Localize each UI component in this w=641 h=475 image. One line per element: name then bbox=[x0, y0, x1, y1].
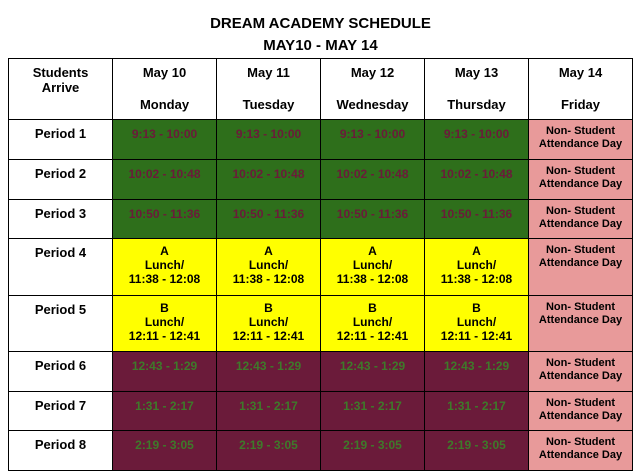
friday-cell bbox=[529, 296, 633, 352]
friday-note: Non- Student Attendance Day bbox=[538, 397, 623, 422]
time-label: 9:13 - 10:00 bbox=[235, 127, 302, 141]
time-label: B Lunch/ 12:11 - 12:41 bbox=[440, 301, 513, 343]
friday-note: Non- Student Attendance Day bbox=[538, 165, 623, 190]
time-cell bbox=[113, 392, 217, 431]
time-cell bbox=[321, 431, 425, 471]
time-label: 10:50 - 11:36 bbox=[232, 207, 305, 221]
time-cell bbox=[217, 352, 321, 392]
period-label: Period 7 bbox=[34, 398, 87, 413]
time-label: A Lunch/ 11:38 - 12:08 bbox=[232, 244, 305, 286]
period-cell bbox=[9, 296, 113, 352]
time-cell bbox=[113, 352, 217, 392]
time-label: 1:31 - 2:17 bbox=[135, 399, 194, 413]
period-cell bbox=[9, 392, 113, 431]
period-label: Period 6 bbox=[34, 358, 87, 373]
table-row bbox=[9, 200, 633, 239]
time-label: B Lunch/ 12:11 - 12:41 bbox=[232, 301, 305, 343]
friday-cell bbox=[529, 120, 633, 160]
header-students-arrive bbox=[9, 59, 113, 120]
time-label: A Lunch/ 11:38 - 12:08 bbox=[128, 244, 201, 286]
header-row bbox=[9, 59, 633, 120]
day-date: May 11 bbox=[247, 65, 290, 80]
time-cell bbox=[425, 239, 529, 296]
period-label: Period 3 bbox=[34, 206, 87, 221]
day-date: May 12 bbox=[350, 65, 395, 80]
day-name: Thursday bbox=[447, 97, 506, 112]
time-cell bbox=[321, 239, 425, 296]
time-cell bbox=[217, 239, 321, 296]
header-day-1 bbox=[113, 59, 217, 120]
period-cell bbox=[9, 120, 113, 160]
time-label: 10:02 - 10:48 bbox=[128, 167, 201, 181]
time-cell bbox=[321, 296, 425, 352]
time-cell bbox=[217, 296, 321, 352]
time-cell bbox=[425, 160, 529, 200]
time-label: 10:02 - 10:48 bbox=[440, 167, 513, 181]
time-cell bbox=[321, 352, 425, 392]
time-cell bbox=[217, 160, 321, 200]
time-label: B Lunch/ 12:11 - 12:41 bbox=[336, 301, 409, 343]
schedule-title: DREAM ACADEMY SCHEDULE bbox=[210, 15, 431, 32]
time-label: 2:19 - 3:05 bbox=[447, 438, 506, 452]
time-cell bbox=[217, 431, 321, 471]
time-label: 12:43 - 1:29 bbox=[339, 359, 406, 373]
table-row bbox=[9, 296, 633, 352]
time-label: 12:43 - 1:29 bbox=[443, 359, 510, 373]
period-label: Period 4 bbox=[34, 245, 87, 260]
time-cell bbox=[425, 296, 529, 352]
friday-note: Non- Student Attendance Day bbox=[538, 436, 623, 461]
day-name: Monday bbox=[139, 97, 190, 112]
time-cell bbox=[321, 120, 425, 160]
time-cell bbox=[113, 296, 217, 352]
friday-cell bbox=[529, 200, 633, 239]
friday-note: Non- Student Attendance Day bbox=[538, 357, 623, 382]
table-row bbox=[9, 120, 633, 160]
time-label: 10:50 - 11:36 bbox=[336, 207, 409, 221]
schedule-table bbox=[8, 58, 633, 471]
time-label: 10:02 - 10:48 bbox=[232, 167, 305, 181]
time-cell bbox=[425, 200, 529, 239]
time-label: 1:31 - 2:17 bbox=[239, 399, 298, 413]
friday-cell bbox=[529, 352, 633, 392]
time-label: 10:50 - 11:36 bbox=[440, 207, 513, 221]
day-date: May 14 bbox=[558, 65, 603, 80]
time-cell bbox=[321, 392, 425, 431]
time-cell bbox=[425, 431, 529, 471]
period-label: Period 8 bbox=[34, 437, 87, 452]
friday-note: Non- Student Attendance Day bbox=[538, 205, 623, 230]
schedule-body bbox=[9, 120, 633, 471]
time-cell bbox=[113, 120, 217, 160]
time-label: 1:31 - 2:17 bbox=[343, 399, 402, 413]
friday-cell bbox=[529, 392, 633, 431]
header-day-5 bbox=[529, 59, 633, 120]
period-label: Period 5 bbox=[34, 302, 87, 317]
time-label: 9:13 - 10:00 bbox=[443, 127, 510, 141]
time-cell bbox=[321, 200, 425, 239]
friday-cell bbox=[529, 160, 633, 200]
time-label: B Lunch/ 12:11 - 12:41 bbox=[128, 301, 201, 343]
time-cell bbox=[217, 120, 321, 160]
time-label: 9:13 - 10:00 bbox=[339, 127, 406, 141]
students-arrive-label: Students Arrive bbox=[32, 65, 89, 95]
period-label: Period 1 bbox=[34, 126, 87, 141]
table-row bbox=[9, 352, 633, 392]
friday-note: Non- Student Attendance Day bbox=[538, 301, 623, 326]
header-day-4 bbox=[425, 59, 529, 120]
time-cell bbox=[217, 200, 321, 239]
friday-cell bbox=[529, 239, 633, 296]
time-cell bbox=[113, 239, 217, 296]
schedule-date-range: MAY10 - MAY 14 bbox=[263, 37, 378, 54]
friday-cell bbox=[529, 431, 633, 471]
period-label: Period 2 bbox=[34, 166, 87, 181]
time-cell bbox=[217, 392, 321, 431]
time-label: A Lunch/ 11:38 - 12:08 bbox=[336, 244, 409, 286]
time-label: 10:50 - 11:36 bbox=[128, 207, 201, 221]
day-date: May 13 bbox=[454, 65, 499, 80]
time-label: 2:19 - 3:05 bbox=[343, 438, 402, 452]
period-cell bbox=[9, 431, 113, 471]
header-day-3 bbox=[321, 59, 425, 120]
day-name: Friday bbox=[560, 97, 600, 112]
time-cell bbox=[113, 431, 217, 471]
header-day-2 bbox=[217, 59, 321, 120]
time-label: 9:13 - 10:00 bbox=[131, 127, 198, 141]
table-row bbox=[9, 160, 633, 200]
time-cell bbox=[321, 160, 425, 200]
time-label: 1:31 - 2:17 bbox=[447, 399, 506, 413]
time-cell bbox=[113, 200, 217, 239]
time-cell bbox=[425, 120, 529, 160]
time-label: 2:19 - 3:05 bbox=[239, 438, 298, 452]
time-label: 10:02 - 10:48 bbox=[336, 167, 409, 181]
period-cell bbox=[9, 200, 113, 239]
time-label: A Lunch/ 11:38 - 12:08 bbox=[440, 244, 513, 286]
time-label: 12:43 - 1:29 bbox=[131, 359, 198, 373]
table-row bbox=[9, 431, 633, 471]
time-cell bbox=[425, 392, 529, 431]
friday-note: Non- Student Attendance Day bbox=[538, 244, 623, 269]
period-cell bbox=[9, 352, 113, 392]
day-name: Wednesday bbox=[336, 97, 409, 112]
time-label: 12:43 - 1:29 bbox=[235, 359, 302, 373]
period-cell bbox=[9, 239, 113, 296]
time-label: 2:19 - 3:05 bbox=[135, 438, 194, 452]
time-cell bbox=[425, 352, 529, 392]
period-cell bbox=[9, 160, 113, 200]
table-row bbox=[9, 392, 633, 431]
day-name: Tuesday bbox=[242, 97, 295, 112]
table-row bbox=[9, 239, 633, 296]
day-date: May 10 bbox=[142, 65, 187, 80]
time-cell bbox=[113, 160, 217, 200]
friday-note: Non- Student Attendance Day bbox=[538, 125, 623, 150]
